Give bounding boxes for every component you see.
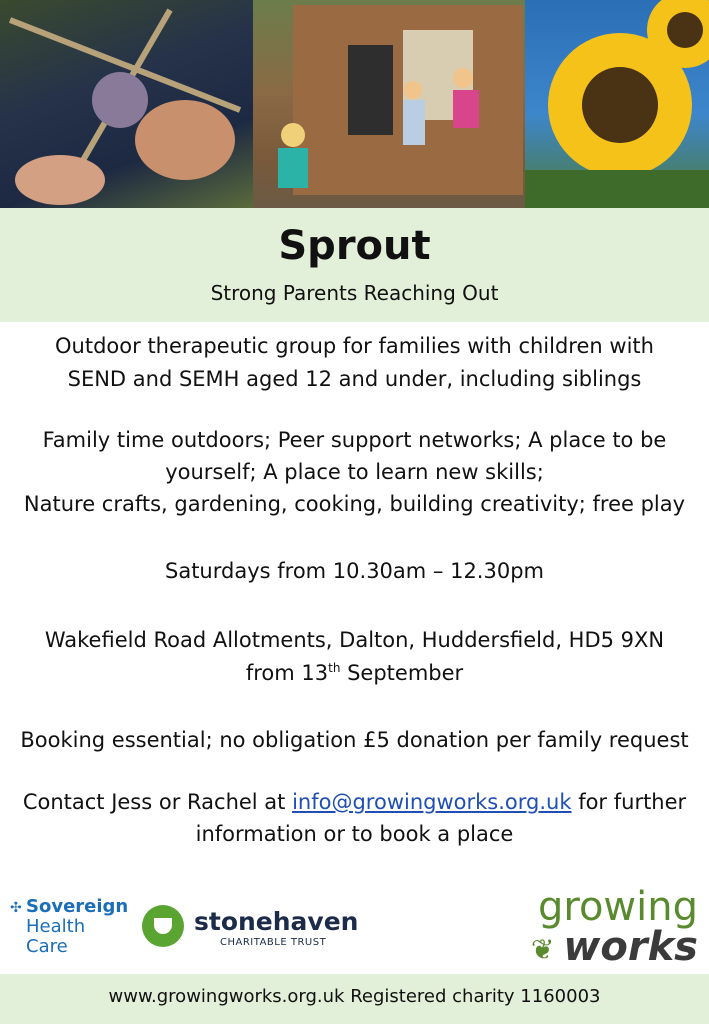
stonehaven-logo <box>142 905 359 961</box>
contact-prefix: Contact Jess or Rachel at <box>22 790 293 814</box>
activities-line-3: Nature crafts, gardening, cooking, building creativity; free play <box>23 492 686 516</box>
growing-works-logo <box>525 885 700 970</box>
photo-sunflower <box>525 0 709 208</box>
activities-line-1: Family time outdoors; Peer support networks; A place to be <box>42 428 667 452</box>
hut-illustration <box>253 0 525 208</box>
activities-line-2: yourself; A place to learn new skills; <box>165 460 544 484</box>
start-sup: th <box>328 661 341 675</box>
contact-suffix: for further <box>571 790 687 814</box>
contact-line-2: information or to book a place <box>195 822 514 846</box>
start-date <box>0 658 709 688</box>
growing-works-top: growing <box>538 884 698 930</box>
intro-line-1: Outdoor therapeutic group for families with children with <box>55 334 654 358</box>
footer-text: www.growingworks.org.uk Registered charity 1160003 <box>108 986 601 1007</box>
sovereign-logo-text: Sovereign Health Care <box>26 896 129 957</box>
sovereign-dots-icon: ✣ <box>10 900 22 916</box>
contact-line-1 <box>0 787 709 817</box>
sunflower-illustration <box>525 0 709 208</box>
stonehaven-emblem-icon <box>142 905 184 947</box>
contact-email-link[interactable]: info@growingworks.org.uk <box>292 790 572 814</box>
leaf-icon: ❦ <box>531 933 555 966</box>
weaving-illustration <box>0 0 253 208</box>
schedule-text: Saturdays from 10.30am – 12.30pm <box>165 559 544 583</box>
booking-text: Booking essential; no obligation £5 donation per family request <box>20 728 689 752</box>
photo-children-at-wooden-hut <box>253 0 525 208</box>
growing-works-bottom: works <box>563 924 698 970</box>
stonehaven-sub: CHARITABLE TRUST <box>220 937 327 948</box>
start-suffix: September <box>340 661 464 685</box>
start-prefix: from 13 <box>245 661 329 685</box>
photo-strip <box>0 0 709 208</box>
sovereign-health-care-logo <box>10 895 140 960</box>
photo-child-weaving <box>0 0 253 208</box>
intro-line-2: SEND and SEMH aged 12 and under, including siblings <box>67 367 642 391</box>
stonehaven-name: stonehaven <box>194 907 359 936</box>
page-subtitle: Strong Parents Reaching Out <box>210 281 499 305</box>
page-title: Sprout <box>278 223 431 269</box>
location-text: Wakefield Road Allotments, Dalton, Huddersfield, HD5 9XN <box>44 628 665 652</box>
